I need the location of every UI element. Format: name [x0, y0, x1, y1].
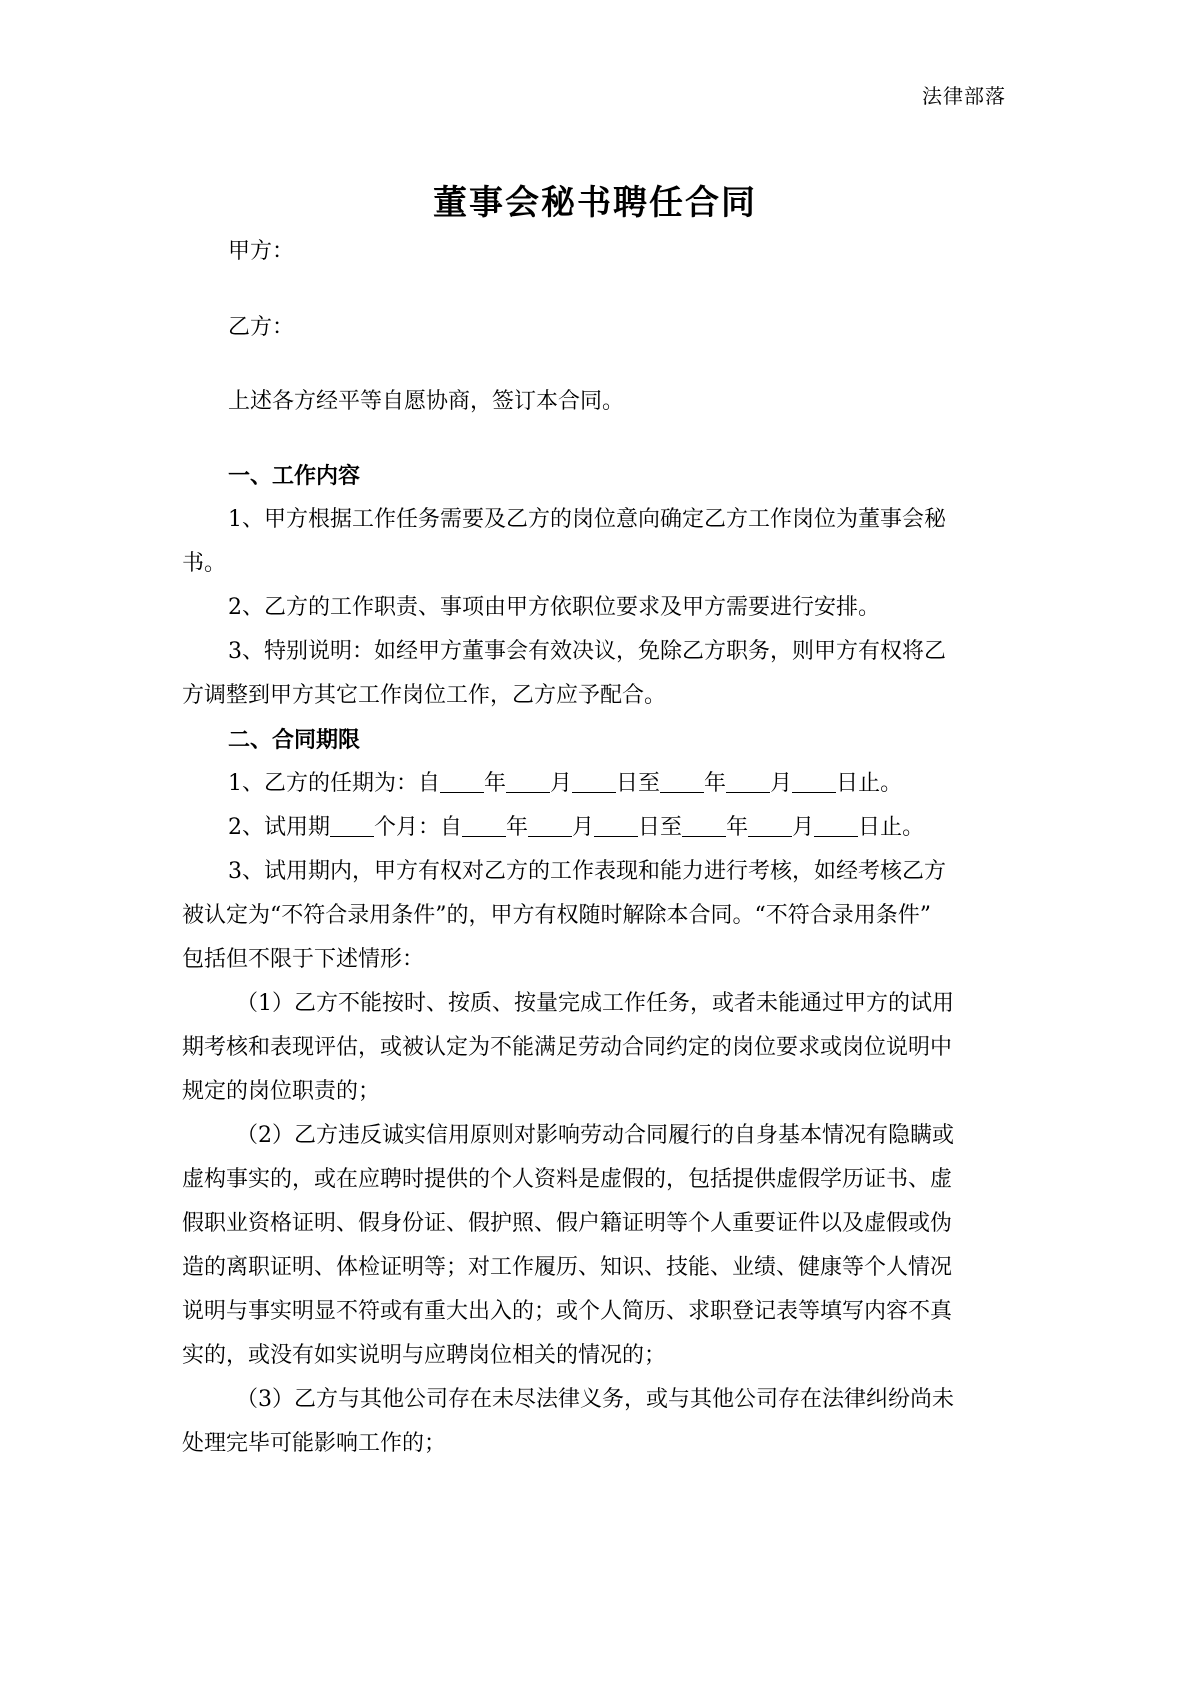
blank-field — [660, 769, 704, 793]
blank-field — [748, 813, 792, 837]
probation-month1: 月 — [572, 815, 595, 840]
intro-text: 上述各方经平等自愿协商，签订本合同。 — [228, 389, 625, 414]
probation-month2: 月 — [792, 815, 815, 840]
term-day1: 日至 — [616, 771, 661, 796]
section1-item1-line2: 书。 — [182, 551, 227, 576]
blank-field — [528, 813, 572, 837]
case2-line5: 说明与事实明显不符或有重大出入的；或个人简历、求职登记表等填写内容不真 — [182, 1299, 953, 1324]
blank-field — [726, 769, 770, 793]
blank-field — [814, 813, 858, 837]
case1-line2: 期考核和表现评估，或被认定为不能满足劳动合同约定的岗位要求或岗位说明中 — [182, 1035, 953, 1060]
term-day2: 日止。 — [836, 771, 903, 796]
case2-line3: 假职业资格证明、假身份证、假护照、假户籍证明等个人重要证件以及虚假或伪 — [182, 1211, 953, 1236]
term-year2: 年 — [704, 771, 727, 796]
blank-field — [440, 769, 484, 793]
case2-line4: 造的离职证明、体检证明等；对工作履历、知识、技能、业绩、健康等个人情况 — [182, 1255, 953, 1280]
case2-line1: （2）乙方违反诚实信用原则对影响劳动合同履行的自身基本情况有隐瞒或 — [236, 1123, 954, 1148]
blank-field — [330, 813, 374, 837]
blank-field — [572, 769, 616, 793]
probation-months: 个月：自 — [374, 815, 463, 840]
case1-line3: 规定的岗位职责的； — [182, 1079, 381, 1104]
probation-year2: 年 — [726, 815, 749, 840]
case3-line1: （3）乙方与其他公司存在未尽法律义务，或与其他公司存在法律纠纷尚未 — [236, 1387, 954, 1412]
probation-day2: 日止。 — [858, 815, 925, 840]
party-a-label: 甲方： — [228, 239, 295, 264]
blank-field — [462, 813, 506, 837]
section1-item2: 2、乙方的工作职责、事项由甲方依职位要求及甲方需要进行安排。 — [228, 595, 880, 620]
section2-item3-line2: 被认定为“不符合录用条件”的，甲方有权随时解除本合同。“不符合录用条件” — [182, 903, 931, 928]
case2-line2: 虚构事实的，或在应聘时提供的个人资料是虚假的，包括提供虚假学历证书、虚 — [182, 1167, 953, 1192]
blank-field — [682, 813, 726, 837]
blank-field — [792, 769, 836, 793]
probation-year1: 年 — [506, 815, 529, 840]
document-body — [182, 230, 1012, 1466]
term-month1: 月 — [550, 771, 573, 796]
blank-field — [506, 769, 550, 793]
header-brand: 法律部落 — [922, 84, 1006, 108]
party-b-label: 乙方： — [228, 315, 295, 340]
document-title: 董事会秘书聘任合同 — [433, 183, 757, 223]
probation-day1: 日至 — [638, 815, 683, 840]
case2-line6: 实的，或没有如实说明与应聘岗位相关的情况的； — [182, 1343, 667, 1368]
term-year1: 年 — [484, 771, 507, 796]
blank-field — [594, 813, 638, 837]
probation-line — [182, 806, 1012, 850]
case3-line2: 处理完毕可能影响工作的； — [182, 1431, 447, 1456]
term-line — [182, 762, 1012, 806]
probation-prefix: 2、试用期 — [228, 815, 330, 840]
case1-line1: （1）乙方不能按时、按质、按量完成工作任务，或者未能通过甲方的试用 — [236, 991, 954, 1016]
section2-heading: 二、合同期限 — [228, 727, 361, 753]
section2-item3-line3: 包括但不限于下述情形： — [182, 947, 425, 972]
section1-heading: 一、工作内容 — [228, 463, 361, 489]
section1-item1-line1: 1、甲方根据工作任务需要及乙方的岗位意向确定乙方工作岗位为董事会秘 — [228, 507, 946, 532]
section1-item3-line2: 方调整到甲方其它工作岗位工作，乙方应予配合。 — [182, 683, 667, 708]
section2-item3-line1: 3、试用期内，甲方有权对乙方的工作表现和能力进行考核，如经考核乙方 — [228, 859, 946, 884]
term-prefix: 1、乙方的任期为：自 — [228, 771, 440, 796]
section1-item3-line1: 3、特别说明：如经甲方董事会有效决议，免除乙方职务，则甲方有权将乙 — [228, 639, 946, 664]
term-month2: 月 — [770, 771, 793, 796]
